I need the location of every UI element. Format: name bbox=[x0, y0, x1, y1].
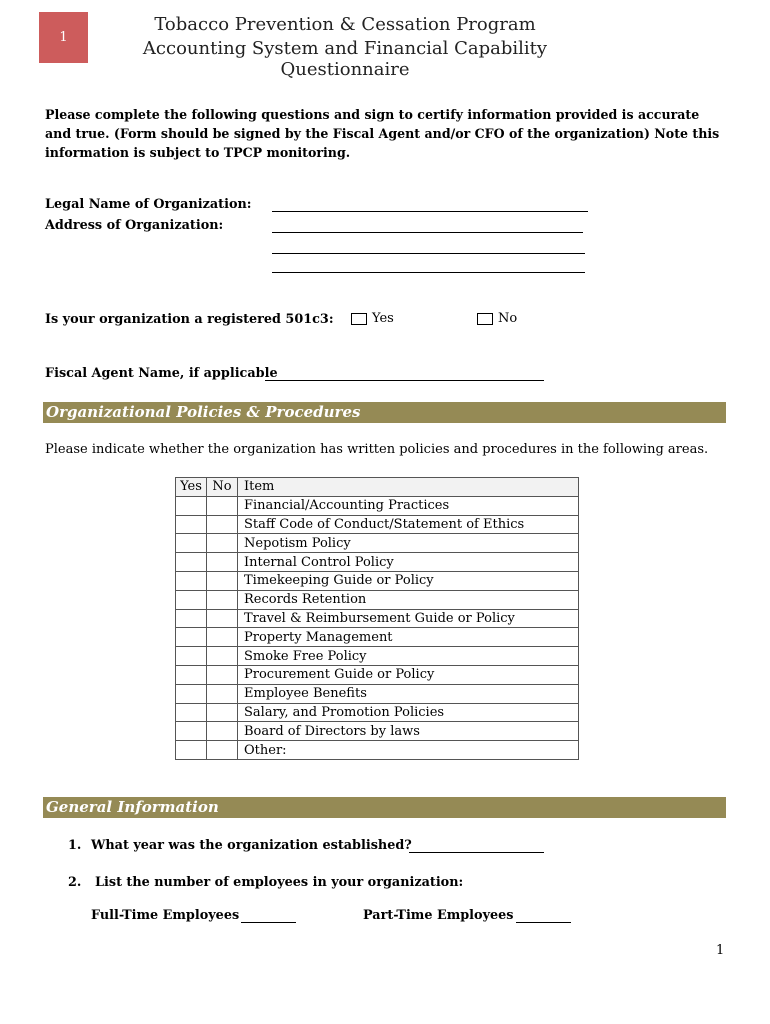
part-time-field[interactable] bbox=[516, 922, 571, 923]
table-row bbox=[176, 684, 579, 703]
item-cell: Salary, and Promotion Policies bbox=[238, 703, 579, 722]
question-2-text: List the number of employees in your organization: bbox=[95, 875, 464, 890]
item-cell: Internal Control Policy bbox=[238, 553, 579, 572]
yes-option-label: Yes bbox=[372, 311, 394, 326]
table-row bbox=[176, 534, 579, 553]
yes-checkbox[interactable] bbox=[351, 313, 367, 325]
fiscal-agent-field[interactable] bbox=[265, 380, 544, 381]
no-cell[interactable] bbox=[207, 590, 238, 609]
yes-cell[interactable] bbox=[176, 722, 207, 741]
intro-paragraph: Please complete the following questions and sign to certify information provided is accurate and true. (Form should be signed by the Fiscal Agent and/or CFO of the organization) Note this information is subject to TPCP monitoring. bbox=[45, 107, 720, 160]
table-row bbox=[176, 741, 579, 760]
question-1-number: 1. bbox=[68, 838, 82, 853]
legal-name-label: Legal Name of Organization: bbox=[45, 197, 252, 212]
document-title: Tobacco Prevention & Cessation Program bbox=[154, 14, 536, 35]
yes-cell[interactable] bbox=[176, 496, 207, 515]
item-cell: Board of Directors by laws bbox=[238, 722, 579, 741]
no-option-label: No bbox=[498, 311, 518, 326]
item-cell: Other: bbox=[238, 741, 579, 760]
header-item: Item bbox=[238, 478, 579, 497]
item-cell: Procurement Guide or Policy bbox=[238, 665, 579, 684]
yes-cell[interactable] bbox=[176, 628, 207, 647]
item-cell: Records Retention bbox=[238, 590, 579, 609]
yes-cell[interactable] bbox=[176, 571, 207, 590]
fiscal-agent-label: Fiscal Agent Name, if applicable bbox=[45, 366, 278, 381]
item-cell: Staff Code of Conduct/Statement of Ethics bbox=[238, 515, 579, 534]
address-field-line-3[interactable] bbox=[272, 272, 585, 273]
no-cell[interactable] bbox=[207, 741, 238, 760]
no-cell[interactable] bbox=[207, 515, 238, 534]
yes-cell[interactable] bbox=[176, 590, 207, 609]
legal-name-field[interactable] bbox=[272, 211, 588, 212]
address-field-line-1[interactable] bbox=[272, 232, 583, 233]
item-cell: Employee Benefits bbox=[238, 684, 579, 703]
table-row bbox=[176, 628, 579, 647]
no-cell[interactable] bbox=[207, 684, 238, 703]
table-row bbox=[176, 515, 579, 534]
address-label: Address of Organization: bbox=[45, 218, 224, 233]
question-2-number: 2. bbox=[68, 875, 82, 890]
page-number: 1 bbox=[716, 943, 725, 958]
table-row bbox=[176, 647, 579, 666]
section-header-policies: Organizational Policies & Procedures bbox=[43, 402, 726, 423]
yes-cell[interactable] bbox=[176, 647, 207, 666]
address-field-line-2[interactable] bbox=[272, 253, 585, 254]
no-cell[interactable] bbox=[207, 628, 238, 647]
no-cell[interactable] bbox=[207, 665, 238, 684]
yes-cell[interactable] bbox=[176, 515, 207, 534]
table-header-row bbox=[176, 478, 579, 497]
yes-cell[interactable] bbox=[176, 534, 207, 553]
yes-cell[interactable] bbox=[176, 665, 207, 684]
item-cell: Nepotism Policy bbox=[238, 534, 579, 553]
no-cell[interactable] bbox=[207, 722, 238, 741]
no-cell[interactable] bbox=[207, 496, 238, 515]
year-established-field[interactable] bbox=[409, 852, 544, 853]
no-checkbox[interactable] bbox=[477, 313, 493, 325]
policies-table bbox=[175, 477, 579, 760]
document-subtitle: Accounting System and Financial Capability Questionnaire bbox=[142, 38, 548, 80]
yes-cell[interactable] bbox=[176, 609, 207, 628]
table-row bbox=[176, 571, 579, 590]
policies-instruction: Please indicate whether the organization has written policies and procedures in the following areas. bbox=[45, 442, 709, 457]
no-cell[interactable] bbox=[207, 571, 238, 590]
table-row bbox=[176, 703, 579, 722]
question-1-text: What year was the organization established? bbox=[91, 838, 412, 853]
table-row bbox=[176, 553, 579, 572]
page-badge: 1 bbox=[39, 12, 88, 63]
full-time-label: Full-Time Employees bbox=[91, 908, 240, 923]
item-cell: Smoke Free Policy bbox=[238, 647, 579, 666]
header-no: No bbox=[207, 478, 238, 497]
item-cell: Timekeeping Guide or Policy bbox=[238, 571, 579, 590]
table-row bbox=[176, 722, 579, 741]
yes-cell[interactable] bbox=[176, 703, 207, 722]
item-cell: Travel & Reimbursement Guide or Policy bbox=[238, 609, 579, 628]
table-row bbox=[176, 665, 579, 684]
table-row bbox=[176, 590, 579, 609]
no-cell[interactable] bbox=[207, 609, 238, 628]
no-cell[interactable] bbox=[207, 534, 238, 553]
yes-cell[interactable] bbox=[176, 553, 207, 572]
full-time-field[interactable] bbox=[241, 922, 296, 923]
yes-cell[interactable] bbox=[176, 741, 207, 760]
no-cell[interactable] bbox=[207, 703, 238, 722]
no-cell[interactable] bbox=[207, 553, 238, 572]
header-yes: Yes bbox=[176, 478, 207, 497]
item-cell: Property Management bbox=[238, 628, 579, 647]
no-cell[interactable] bbox=[207, 647, 238, 666]
item-cell: Financial/Accounting Practices bbox=[238, 496, 579, 515]
table-row bbox=[176, 609, 579, 628]
section-header-general: General Information bbox=[43, 797, 726, 818]
table-row bbox=[176, 496, 579, 515]
registered-501c3-question: Is your organization a registered 501c3: bbox=[45, 312, 334, 327]
part-time-label: Part-Time Employees bbox=[363, 908, 514, 923]
yes-cell[interactable] bbox=[176, 684, 207, 703]
